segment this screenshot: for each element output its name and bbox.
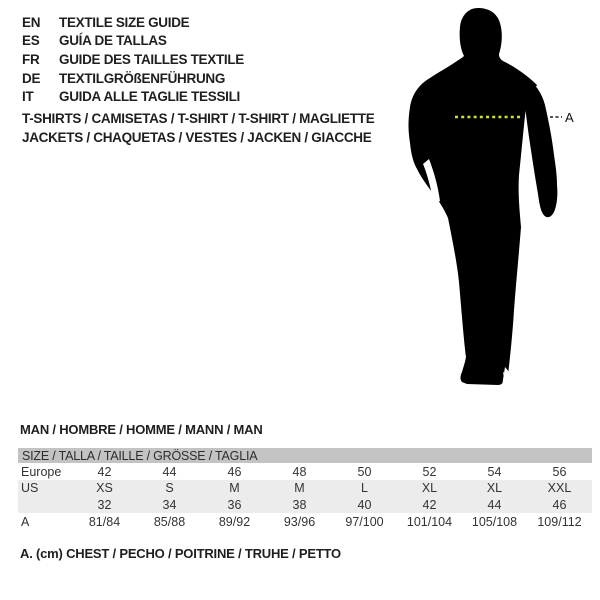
table-cell: 42 — [422, 497, 437, 512]
row-label: Europe — [21, 464, 62, 479]
language-row — [22, 32, 244, 51]
language-row — [22, 69, 244, 88]
man-silhouette-figure — [405, 5, 575, 390]
table-cell: 42 — [97, 464, 112, 479]
measure-label-a: A — [565, 110, 574, 125]
language-row — [22, 13, 244, 32]
table-cell: 46 — [552, 497, 567, 512]
man-silhouette-svg — [405, 5, 575, 390]
table-cell: XL — [421, 481, 438, 495]
table-cell: 97/100 — [345, 514, 384, 529]
table-cell: 89/92 — [218, 514, 251, 529]
table-cell: 46 — [227, 464, 242, 479]
table-cell: XL — [486, 481, 503, 495]
table-cell: XXL — [547, 481, 572, 495]
language-label: GUIDA ALLE TAGLIE TESSILI — [59, 89, 240, 105]
table-cell: 44 — [487, 497, 502, 512]
table-cell: 56 — [552, 464, 567, 479]
table-row-uk — [18, 496, 592, 513]
table-row-us — [18, 480, 592, 496]
table-cell: 44 — [162, 464, 177, 479]
table-cell: 40 — [357, 497, 372, 512]
table-cell: S — [165, 481, 174, 495]
table-cell: 54 — [487, 464, 502, 479]
silhouette-body — [409, 8, 538, 385]
garment-line-tshirts: T-SHIRTS / CAMISETAS / T-SHIRT / T-SHIRT / MAGLIETTE — [22, 111, 375, 126]
table-cell: 52 — [422, 464, 437, 479]
table-cell: 34 — [162, 497, 177, 512]
row-label: A — [21, 514, 30, 529]
section-title: MAN / HOMBRE / HOMME / MANN / MAN — [20, 422, 263, 437]
measurement-footnote: A. (cm) CHEST / PECHO / POITRINE / TRUHE / PETTO — [20, 546, 341, 561]
table-cell: 85/88 — [153, 514, 186, 529]
table-row-chest-a — [18, 513, 592, 530]
table-cell: 105/108 — [471, 514, 518, 529]
table-cell: 50 — [357, 464, 372, 479]
silhouette-right-arm — [523, 77, 558, 217]
size-table — [18, 448, 592, 530]
language-code: FR — [22, 51, 40, 67]
language-label: GUÍA DE TALLAS — [59, 33, 167, 49]
language-label: GUIDE DES TAILLES TEXTILE — [59, 51, 245, 67]
table-cell: M — [294, 481, 305, 495]
table-cell: 81/84 — [88, 514, 121, 529]
table-cell: 38 — [292, 497, 307, 512]
language-label: TEXTILE SIZE GUIDE — [59, 14, 190, 30]
garment-line-jackets: JACKETS / CHAQUETAS / VESTES / JACKEN / GIACCHE — [22, 130, 372, 145]
language-code: DE — [22, 70, 41, 86]
language-code: EN — [22, 14, 41, 30]
size-table-header: SIZE / TALLA / TAILLE / GRÖSSE / TAGLIA — [18, 448, 592, 463]
garment-types — [22, 109, 374, 147]
table-cell: 109/112 — [537, 514, 582, 529]
row-label: US — [21, 481, 39, 495]
table-cell: XS — [96, 481, 113, 495]
table-cell: 93/96 — [283, 514, 316, 529]
table-row-europe — [18, 463, 592, 480]
table-cell: 48 — [292, 464, 307, 479]
table-cell: M — [229, 481, 240, 495]
table-cell: 101/104 — [406, 514, 453, 529]
table-cell: 32 — [97, 497, 112, 512]
language-row — [22, 50, 244, 69]
table-cell: 36 — [227, 497, 242, 512]
language-list — [22, 13, 244, 106]
table-cell: L — [361, 481, 368, 495]
language-label: TEXTILGRÖßENFÜHRUNG — [59, 70, 226, 86]
language-code: IT — [22, 89, 34, 105]
language-row — [22, 87, 244, 106]
language-code: ES — [22, 33, 40, 49]
